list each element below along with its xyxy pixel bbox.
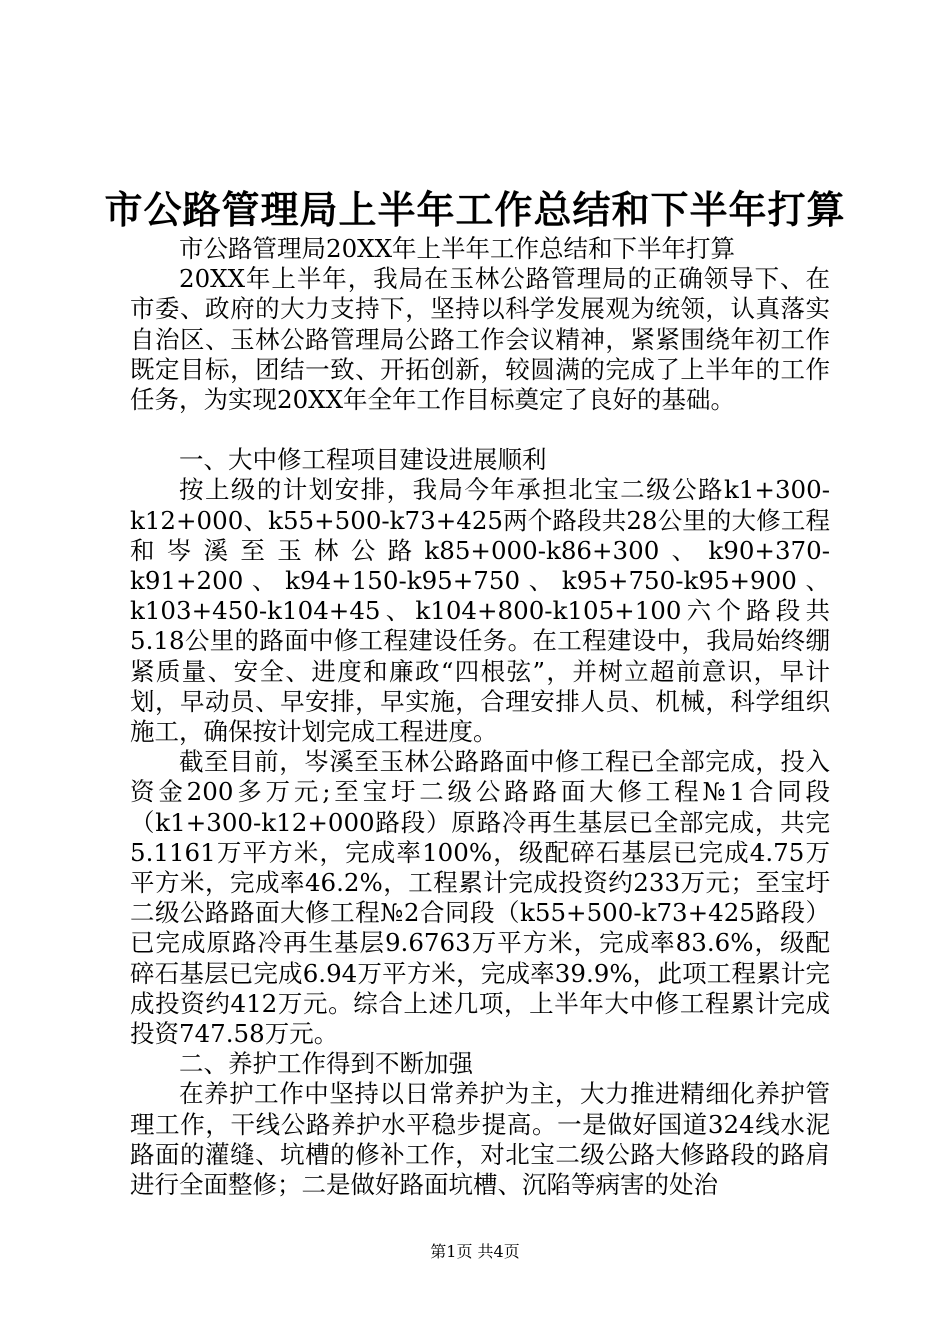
document-body: [130, 234, 830, 1200]
section-heading-2: 二、养护工作得到不断加强: [179, 1049, 473, 1079]
page-footer: 第1页 共4页: [430, 1242, 520, 1261]
section-2-paragraph-1: 在养护工作中坚持以日常养护为主，大力推进精细化养护管理工作，干线公路养护水平稳步提高。一是做好国道324线水泥路面的灌缝、坑槽的修补工作，对北宝二级公路大修路段的路肩进行全面整修；二是做好路面坑槽、沉陷等病害的处治: [130, 1079, 830, 1200]
subtitle-paragraph: 市公路管理局20XX年上半年工作总结和下半年打算: [179, 234, 736, 263]
section-1-paragraph-2: 截至目前，岑溪至玉林公路路面中修工程已全部完成，投入资金200多万元;至宝圩二级公路路面大修工程№1合同段（k1+300-k12+000路段）原路冷再生基层已全部完成，共完5.1161万平方米，完成率100%，级配碎石基层已完成4.75万平方米，完成率46.2%，工程累计完成投资约233万元；至宝圩二级公路路面大修工程№2合同段（k55+500-k73+425路段）已完成原路冷再生基层9.6763万平方米，完成率83.6%，级配碎石基层已完成6.94万平方米，完成率39.9%，此项工程累计完成投资约412万元。综合上述几项，上半年大中修工程累计完成投资747.58万元。: [130, 747, 830, 1049]
section-1-paragraph-1: 按上级的计划安排，我局今年承担北宝二级公路k1+300-k12+000、k55+500-k73+425两个路段共28公里的大修工程和岑溪至玉林公路k85+000-k86+300、k90+370-k91+200、k94+150-k95+750、k95+750-k95+900、k103+450-k104+45、k104+800-k105+100六个路段共5.18公里的路面中修工程建设任务。在工程建设中，我局始终绷紧质量、安全、进度和廉政“四根弦”，并树立超前意识，早计划，早动员、早安排，早实施，合理安排人员、机械，科学组织施工，确保按计划完成工程进度。: [130, 475, 830, 747]
intro-paragraph: 20XX年上半年，我局在玉林公路管理局的正确领导下、在市委、政府的大力支持下，坚持以科学发展观为统领，认真落实自治区、玉林公路管理局公路工作会议精神，紧紧围绕年初工作既定目标，团结一致、开拓创新，较圆满的完成了上半年的工作任务，为实现20XX年全年工作目标奠定了良好的基础。: [130, 264, 830, 415]
section-heading-1: 一、大中修工程项目建设进展顺利: [179, 445, 547, 475]
document-title: 市公路管理局上半年工作总结和下半年打算: [104, 187, 846, 232]
